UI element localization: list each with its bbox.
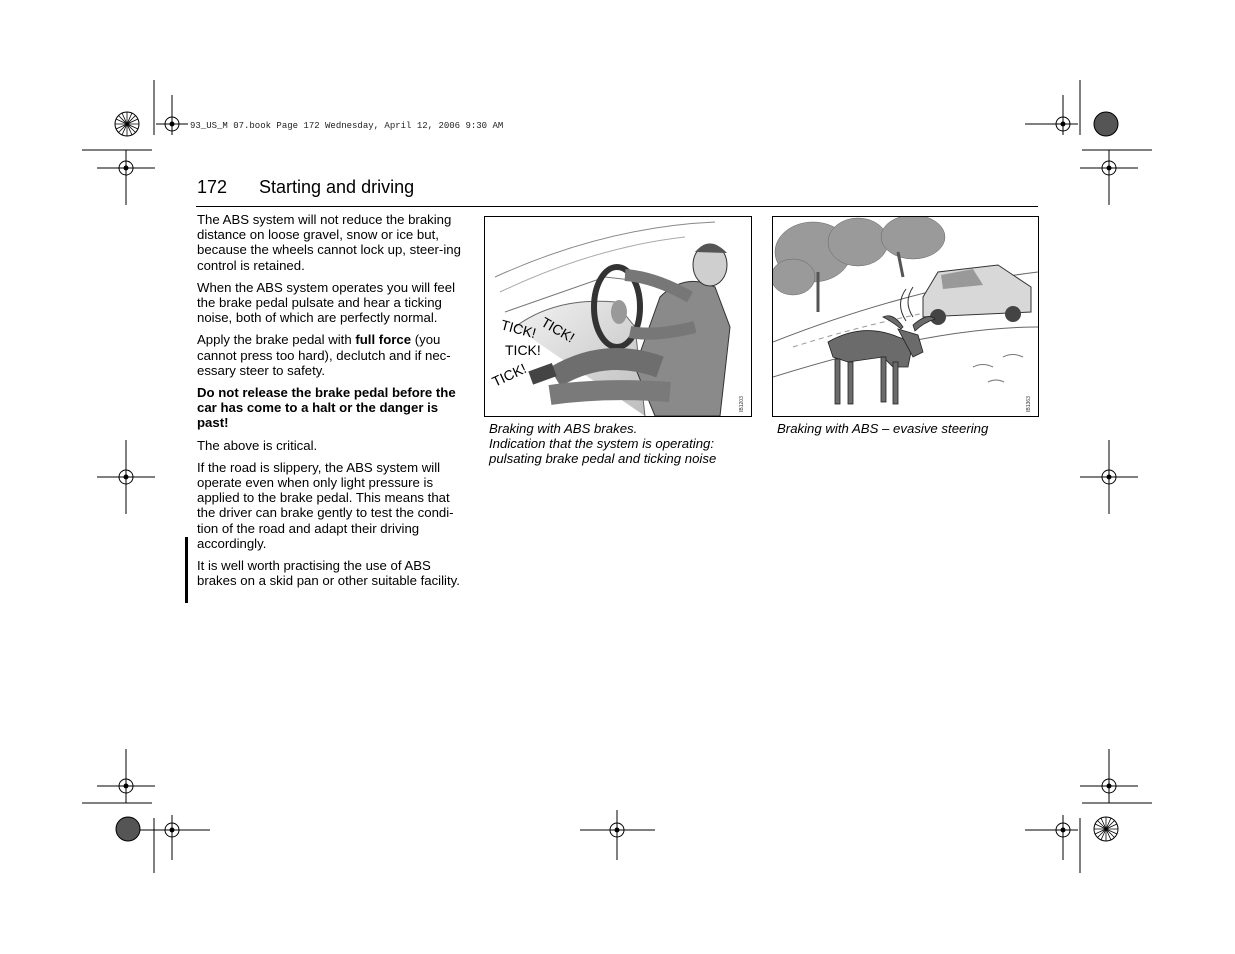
caption-line: Braking with ABS brakes.: [489, 421, 638, 436]
chapter-title: Starting and driving: [259, 177, 415, 197]
figure1-caption: [489, 421, 751, 467]
driver-illustration: [485, 217, 751, 416]
tick-label: TICK!: [538, 313, 578, 346]
paragraph-slippery-road: If the road is slippery, the ABS system will operate even when only light pressure is applied to the brake pedal. This means that the driver can brake gently to test the condi-tion of the road and adapt their driving accordingly.: [197, 459, 454, 551]
figure-evasive-steering: [772, 216, 1039, 417]
caption-line: pulsating brake pedal and ticking noise: [489, 451, 717, 467]
tick-label: TICK!: [505, 342, 541, 358]
paragraph-full-force: [197, 332, 465, 378]
text-run: Apply the brake pedal with: [197, 332, 356, 348]
evasive-steering-illustration: [773, 217, 1038, 416]
header-rule: [196, 206, 1038, 207]
bold-run: full force: [355, 332, 412, 348]
figure-code: IB1363: [1026, 396, 1032, 412]
figure-driver-braking: [484, 216, 752, 417]
paragraph-critical: The above is critical.: [197, 437, 318, 453]
paragraph-abs-limits: The ABS system will not reduce the braking distance on loose gravel, snow or ice but, because the wheels cannot lock up, steer-ing control is retained.: [197, 212, 461, 273]
figure-code: IB1203: [739, 396, 745, 412]
caption-line: Indication that the system is operating:: [489, 436, 715, 452]
text-run: (you cannot press too hard), declutch and if nec-essary steer to safety.: [197, 332, 451, 378]
print-header: 93_US_M 07.book Page 172 Wednesday, April 12, 2006 9:30 AM: [190, 121, 504, 131]
tick-label: TICK!: [499, 316, 538, 342]
tick-label: TICK!: [489, 360, 529, 390]
body-text-column: [197, 212, 465, 595]
paragraph-practice: It is well worth practising the use of ABS brakes on a skid pan or other suitable facility.: [197, 558, 460, 589]
warning-text: Do not release the brake pedal before the car has come to a halt or the danger is past!: [197, 385, 456, 431]
paragraph-pedal-pulse: When the ABS system operates you will feel the brake pedal pulsate and hear a ticking noise, both of which are perfectly normal.: [197, 279, 456, 326]
page-number: 172: [197, 177, 228, 197]
figure2-caption: Braking with ABS – evasive steering: [777, 421, 989, 436]
change-bar: [185, 537, 188, 603]
